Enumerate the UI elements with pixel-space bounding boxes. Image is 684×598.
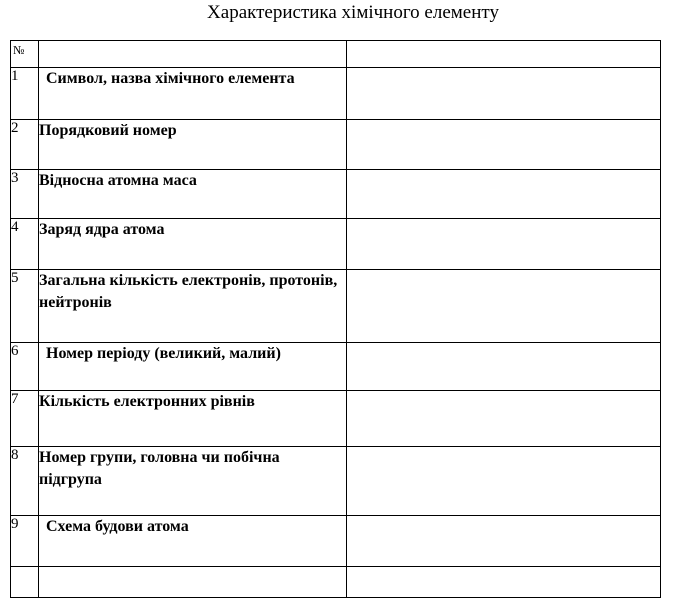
row-label: Відносна атомна маса <box>39 170 347 219</box>
value-column-header <box>347 41 661 68</box>
row-number: 6 <box>11 343 39 391</box>
row-value-cell <box>347 447 661 516</box>
row-value-cell <box>347 68 661 120</box>
row-value-cell <box>347 343 661 391</box>
row-value-cell <box>347 170 661 219</box>
table-row <box>11 447 661 516</box>
number-column-header: № <box>11 41 39 68</box>
row-value-cell <box>347 120 661 170</box>
row-number: 5 <box>11 270 39 343</box>
row-number: 9 <box>11 516 39 567</box>
table-row <box>11 516 661 567</box>
row-label: Схема будови атома <box>39 516 347 567</box>
row-number: 8 <box>11 447 39 516</box>
row-number: 1 <box>11 68 39 120</box>
table-row <box>11 219 661 270</box>
row-number: 2 <box>11 120 39 170</box>
row-value-cell <box>347 567 661 598</box>
row-label: Заряд ядра атома <box>39 219 347 270</box>
row-number <box>11 567 39 598</box>
table-row <box>11 343 661 391</box>
row-number: 4 <box>11 219 39 270</box>
row-value-cell <box>347 219 661 270</box>
row-label: Номер групи, головна чи побічна підгрупа <box>39 447 347 516</box>
row-label: Номер періоду (великий, малий) <box>39 343 347 391</box>
row-label: Порядковий номер <box>39 120 347 170</box>
row-label: Символ, назва хімічного елемента <box>39 68 347 120</box>
table-row <box>11 120 661 170</box>
row-label: Кількість електронних рівнів <box>39 391 347 447</box>
table-row <box>11 391 661 447</box>
table-row <box>11 270 661 343</box>
row-number: 3 <box>11 170 39 219</box>
element-characteristics-table <box>10 40 661 598</box>
document-title: Характеристика хімічного елементу <box>207 2 499 23</box>
row-label <box>39 567 347 598</box>
label-column-header <box>39 41 347 68</box>
table-row <box>11 567 661 598</box>
table-header-row <box>11 41 661 68</box>
row-label: Загальна кількість електронів, протонів, нейтронів <box>39 270 347 343</box>
row-value-cell <box>347 391 661 447</box>
table-row <box>11 68 661 120</box>
table-row <box>11 170 661 219</box>
row-number: 7 <box>11 391 39 447</box>
row-value-cell <box>347 516 661 567</box>
row-value-cell <box>347 270 661 343</box>
